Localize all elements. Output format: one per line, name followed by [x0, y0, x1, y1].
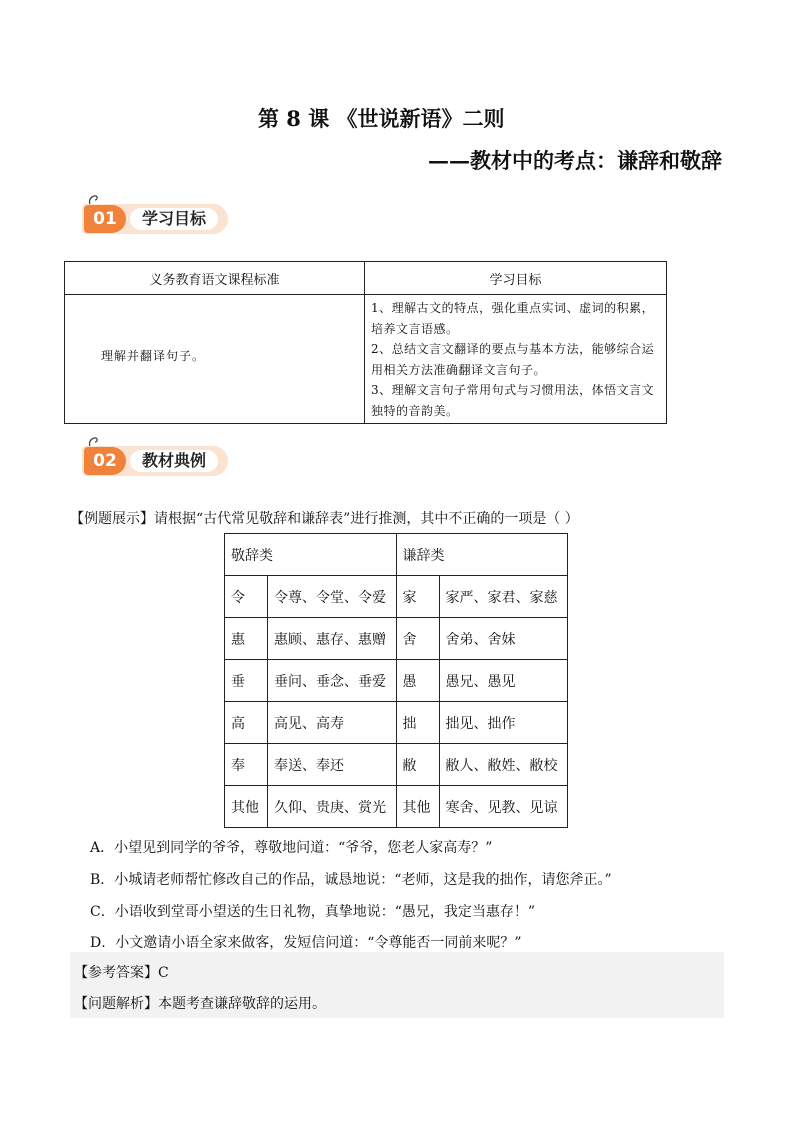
table-row: [225, 660, 568, 702]
table-cell: 令尊、令堂、令爱: [268, 576, 397, 618]
option-d: D．小文邀请小语全家来做客，发短信问道：“令尊能否一同前来呢？”: [90, 935, 522, 951]
reference-answer: 【参考答案】C: [74, 965, 169, 981]
table-row: [225, 744, 568, 786]
question-stem: 【例题展示】请根据“古代常见敬辞和谦辞表”进行推测，其中不正确的一项是（ ）: [70, 511, 579, 527]
table-header: 学习目标: [365, 262, 667, 295]
answer-analysis: 【问题解析】本题考查谦辞敬辞的运用。: [74, 996, 326, 1012]
lesson-subtitle: ——教材中的考点：谦辞和敬辞: [428, 148, 722, 173]
goal-item: 3、理解文言句子常用句式与习惯用法，体悟文言文独特的音韵美。: [371, 383, 655, 418]
table-cell: 愚兄、愚见: [439, 660, 568, 702]
section-number: 02: [84, 447, 126, 475]
table-cell: 惠: [225, 618, 268, 660]
table-cell: 家严、家君、家慈: [439, 576, 568, 618]
table-cell: 奉: [225, 744, 268, 786]
section-label: 学习目标: [130, 208, 218, 230]
section-header-examples: [82, 432, 232, 480]
table-row: [225, 618, 568, 660]
table-cell: 高见、高寿: [268, 702, 397, 744]
table-cell: 寒舍、见教、见谅: [439, 786, 568, 828]
section-label: 教材典例: [130, 450, 218, 472]
goal-item: 1、理解古文的特点，强化重点实词、虚词的积累，培养文言语感。: [371, 301, 655, 336]
table-cell: 敝人、敝姓、敝校: [439, 744, 568, 786]
table-cell: 其他: [225, 786, 268, 828]
lesson-title: 第 8 课 《世说新语》二则: [258, 106, 505, 131]
standard-cell: [65, 295, 365, 424]
table-header: 谦辞类: [396, 534, 568, 576]
goals-cell: [365, 295, 667, 424]
option-b: B．小城请老师帮忙修改自己的作品，诚恳地说：“老师，这是我的拙作，请您斧正。”: [90, 872, 612, 888]
table-cell: 拙见、拙作: [439, 702, 568, 744]
table-cell: 垂: [225, 660, 268, 702]
table-cell: 令: [225, 576, 268, 618]
option-a: A．小望见到同学的爷爷，尊敬地问道：“爷爷，您老人家高寿？”: [90, 840, 493, 856]
table-row: [225, 786, 568, 828]
table-cell: 奉送、奉还: [268, 744, 397, 786]
table-row: [225, 576, 568, 618]
table-cell: 舍弟、舍妹: [439, 618, 568, 660]
table-header: 义务教育语文课程标准: [65, 262, 365, 295]
table-cell: 愚: [396, 660, 439, 702]
table-header: 敬辞类: [225, 534, 397, 576]
standard-text: 理解并翻译句子。: [101, 349, 206, 363]
goal-item: 2、总结文言文翻译的要点与基本方法，能够综合运用相关方法准确翻译文言句子。: [371, 342, 655, 377]
option-c: C．小语收到堂哥小望送的生日礼物，真挚地说：“愚兄，我定当惠存！”: [90, 904, 536, 920]
table-cell: 惠顾、惠存、惠赠: [268, 618, 397, 660]
table-cell: 久仰、贵庚、赏光: [268, 786, 397, 828]
table-cell: 家: [396, 576, 439, 618]
table-cell: 垂问、垂念、垂爱: [268, 660, 397, 702]
table-cell: 拙: [396, 702, 439, 744]
table-cell: 高: [225, 702, 268, 744]
honorific-humble-table: [224, 533, 568, 828]
section-number: 01: [84, 205, 126, 233]
learning-goals-table: [64, 261, 667, 424]
table-row: [225, 702, 568, 744]
section-header-goals: [82, 190, 232, 238]
table-cell: 其他: [396, 786, 439, 828]
table-cell: 舍: [396, 618, 439, 660]
table-cell: 敝: [396, 744, 439, 786]
